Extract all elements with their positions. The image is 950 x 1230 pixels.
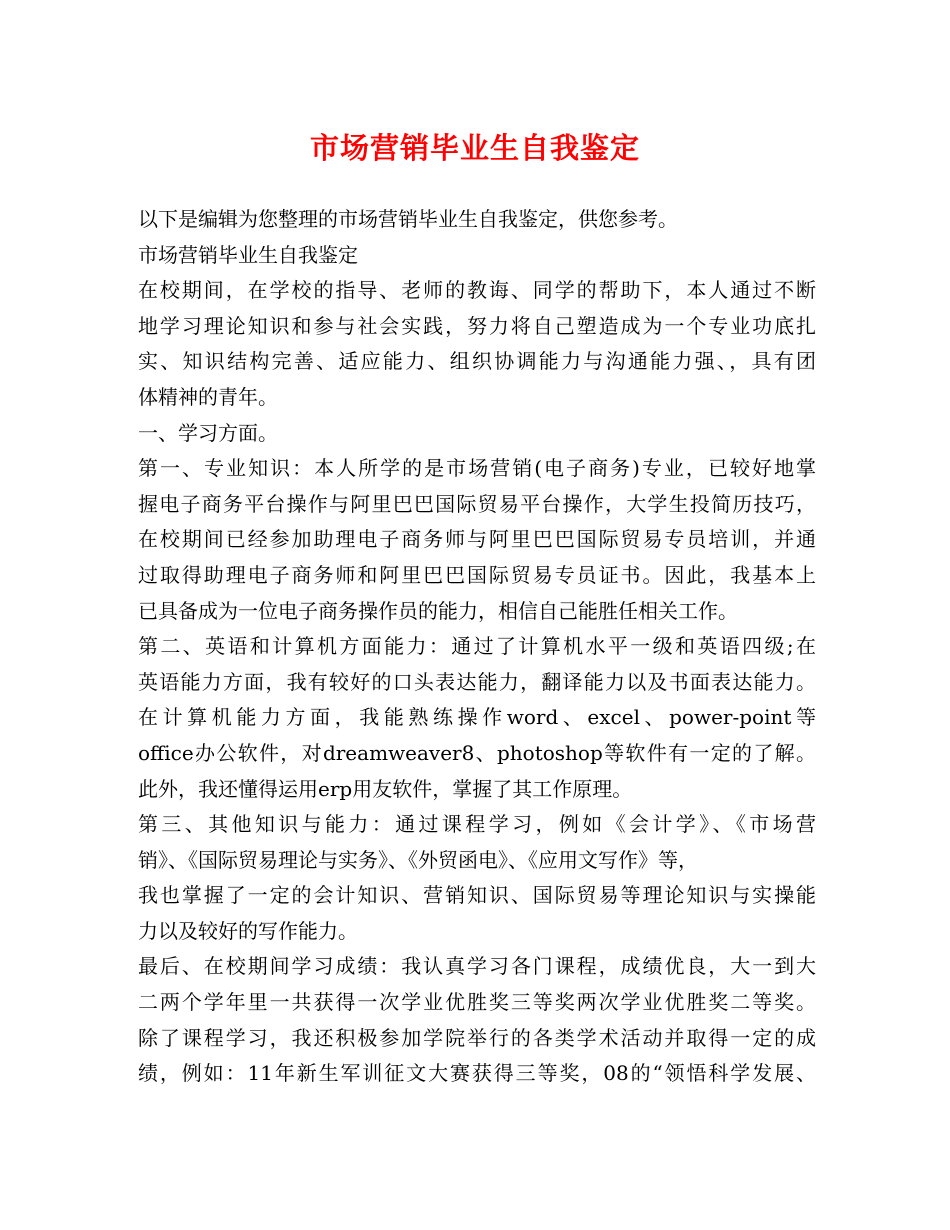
body-line: 除了课程学习，我还积极参加学院举行的各类学术活动并取得一定的成 xyxy=(138,1025,816,1050)
body-line: 英语能力方面，我有较好的口头表达能力，翻译能力以及书面表达能力。 xyxy=(138,669,816,694)
body-line: 在校期间，在学校的指导、老师的教诲、同学的帮助下，本人通过不断 xyxy=(138,278,816,303)
body-line: 第三、其他知识与能力：通过课程学习，例如《会计学》、《市场营 xyxy=(138,812,816,837)
body-line: 过取得助理电子商务师和阿里巴巴国际贸易专员证书。因此，我基本上 xyxy=(138,562,816,587)
body-line: 地学习理论知识和参与社会实践，努力将自己塑造成为一个专业功底扎 xyxy=(138,313,816,338)
body-line: 实、知识结构完善、适应能力、组织协调能力与沟通能力强、，具有团 xyxy=(138,349,816,374)
body-line: 销》、《国际贸易理论与实务》、《外贸函电》、《应用文写作》等， xyxy=(138,847,698,872)
body-line: 体精神的青年。 xyxy=(138,384,278,409)
body-line: 握电子商务平台操作与阿里巴巴国际贸易平台操作，大学生投简历技巧， xyxy=(138,491,816,516)
body-line: 力以及较好的写作能力。 xyxy=(138,918,358,943)
body-line: 此外，我还懂得运用erp用友软件，掌握了其工作原理。 xyxy=(138,776,633,801)
body-line: 第二、英语和计算机方面能力：通过了计算机水平一级和英语四级;在 xyxy=(138,634,816,659)
body-line: 绩，例如：11年新生军训征文大赛获得三等奖，08的“领悟科学发展、 xyxy=(138,1061,816,1086)
body-line: 市场营销毕业生自我鉴定 xyxy=(138,242,358,267)
section-heading: 一、学习方面。 xyxy=(138,420,278,445)
body-line: 以下是编辑为您整理的市场营销毕业生自我鉴定，供您参考。 xyxy=(138,207,678,231)
body-line: 已具备成为一位电子商务操作员的能力，相信自己能胜任相关工作。 xyxy=(138,598,738,623)
body-line: 我也掌握了一定的会计知识、营销知识、国际贸易等理论知识与实操能 xyxy=(138,883,816,908)
document-body xyxy=(138,202,816,1092)
body-line: office办公软件，对dreamweaver8、photoshop等软件有一定的了解。 xyxy=(138,740,816,765)
body-line: 最后、在校期间学习成绩：我认真学习各门课程，成绩优良，大一到大 xyxy=(138,954,816,979)
body-line: 二两个学年里一共获得一次学业优胜奖三等奖两次学业优胜奖二等奖。 xyxy=(138,990,816,1015)
document-title: 市场营销毕业生自我鉴定 xyxy=(309,131,640,165)
body-line: 在计算机能力方面，我能熟练操作word、excel、power-point等 xyxy=(138,705,816,730)
body-line: 在校期间已经参加助理电子商务师与阿里巴巴国际贸易专员培训，并通 xyxy=(138,527,816,552)
body-line: 第一、专业知识：本人所学的是市场营销(电子商务)专业，已较好地掌 xyxy=(138,456,816,481)
